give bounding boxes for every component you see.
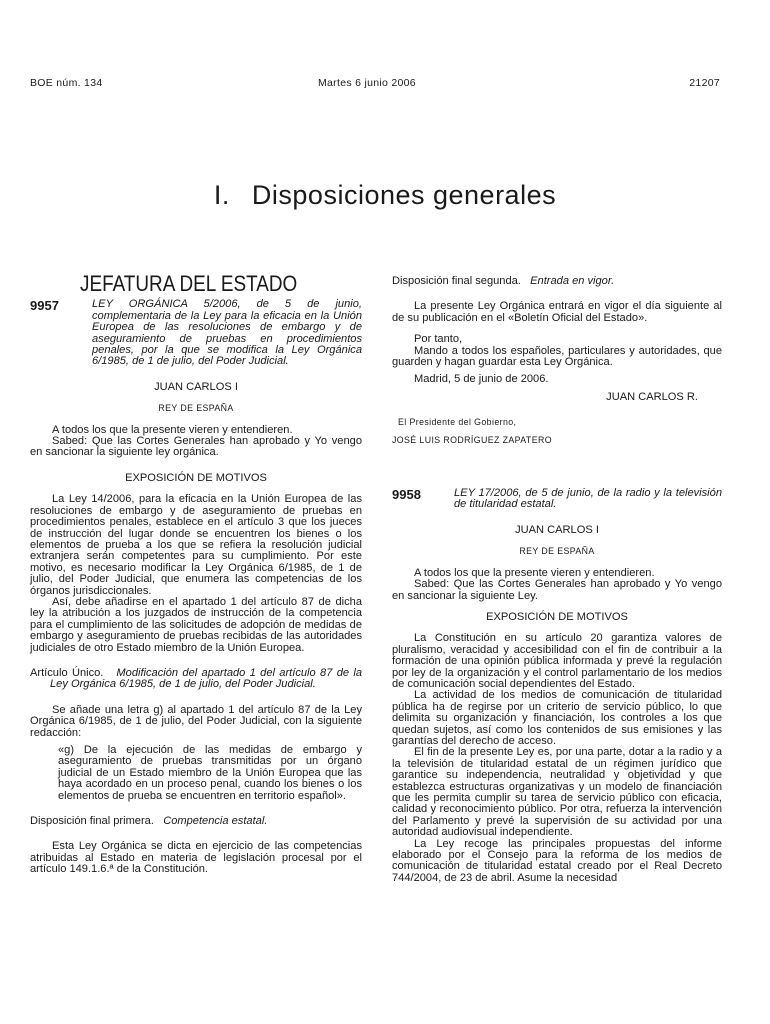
section-title-text: Disposiciones generales: [251, 180, 557, 210]
disposition-number: 9957: [30, 298, 59, 314]
final-disposition-heading: [392, 276, 722, 287]
right-column: [392, 276, 722, 884]
article-title: Modificación del apartado 1 del artículo 87 de la Ley Orgánica 6/1985, de 1 de julio, del Poder Judicial.: [50, 666, 363, 691]
paragraph: Esta Ley Orgánica se dicta en ejercicio de las competencias atribuidas al Estado en materia de legislación procesal por el artículo 149.1.6.ª de la Constitución.: [30, 840, 362, 876]
paragraph: Mando a todos los españoles, particulares y autoridades, que guarden y hagan guardar esta Ley Orgánica.: [392, 344, 722, 369]
section-title: [0, 180, 770, 211]
paragraph: El fin de la presente Ley es, por una parte, dotar a la radio y a la televisión de titularidad estatal de un régimen jurídico que garantice su independencia, neutralidad y objetividad y que establezca estructuras organizativas y un modelo de financiación que les permita cumplir su tarea de servicio público con eficacia, calidad y reconocimiento público. Por otra, refuerza la intervención del Parlamento y prevé la supervisión de su actividad por una autoridad audiovisual independiente.: [392, 746, 722, 839]
king-signature: JUAN CARLOS R.: [606, 390, 698, 403]
disposition-title: LEY 17/2006, de 5 de junio, de la radio y la televisión de titularidad estatal.: [454, 487, 722, 511]
page-header-date: Martes 6 junio 2006: [318, 77, 416, 89]
quoted-text: «g) De la ejecución de las medidas de embargo y aseguramiento de pruebas transmitidas por un órgano judicial de un Estado miembro de la Unión Europea que las haya acordado en un proceso penal, cuando los bienes o los elementos de prueba se encuentren en territorio español».: [58, 744, 362, 802]
paragraph: Se añade una letra g) al apartado 1 del artículo 87 de la Ley Orgánica 6/1985, de 1 de julio, del Poder Judicial, con la siguiente redacción:: [30, 703, 362, 739]
exposicion-heading: EXPOSICIÓN DE MOTIVOS: [125, 471, 267, 484]
disposition-title: LEY ORGÁNICA 5/2006, de 5 de junio, complementaria de la Ley para la eficacia en la Unión Europea de las resoluciones de embargo y de aseguramiento de pruebas en procedimientos penales, por la que se modifica la Ley Orgánica 6/1985, de 1 de julio, del Poder Judicial.: [92, 298, 362, 368]
president-name: JOSÉ LUIS RODRÍGUEZ ZAPATERO: [392, 434, 552, 445]
paragraph: A todos los que la presente vieren y entendieren.: [414, 566, 655, 579]
final-disposition-title: Competencia estatal.: [163, 815, 268, 828]
paragraph: La actividad de los medios de comunicación de titularidad pública ha de regirse por un criterio de servicio público, lo que delimita su organización y financiación, los controles a los que quedan sujetos, así como los contenidos de sus emisiones y las garantías del derecho de acceso.: [392, 689, 722, 747]
jefatura-heading: JEFATURA DEL ESTADO: [80, 271, 298, 296]
exposicion-heading: EXPOSICIÓN DE MOTIVOS: [486, 610, 628, 623]
president-title: El Presidente del Gobierno,: [398, 417, 517, 428]
paragraph: Sabed: Que las Cortes Generales han aprobado y Yo vengo en sancionar la siguiente Ley.: [392, 578, 722, 602]
page-header-page-number: 21207: [689, 77, 720, 89]
disposition-9957: [30, 299, 362, 367]
final-disposition-heading: [30, 816, 362, 827]
article-heading: [30, 668, 362, 691]
section-number: I.: [213, 180, 230, 210]
king-name: JUAN CARLOS I: [515, 523, 599, 536]
king-name: JUAN CARLOS I: [154, 380, 238, 393]
paragraph: La presente Ley Orgánica entrará en vigor el día siguiente al de su publicación en el «Boletín Oficial del Estado».: [392, 300, 722, 324]
paragraph: Por tanto,: [414, 333, 463, 346]
final-disposition-label: Disposición final segunda.: [392, 275, 521, 287]
king-title: REY DE ESPAÑA: [158, 403, 234, 414]
left-column: [30, 271, 363, 876]
date-place: Madrid, 5 de junio de 2006.: [414, 373, 549, 386]
king-title: REY DE ESPAÑA: [519, 546, 595, 557]
final-disposition-title: Entrada en vigor.: [530, 275, 615, 287]
paragraph: La Ley 14/2006, para la eficacia en la Unión Europea de las resoluciones de embargo y de aseguramiento de pruebas en procedimientos penales, establece en el artículo 3 que los jueces de instrucción del lugar donde se encuentren los bienes o los elementos de prueba a los que se refiera la resolución judicial extranjera serán competentes para su cumplimiento. Por este motivo, es necesario modificar la Ley Orgánica 6/1985, de 1 de julio, del Poder Judicial, que enumera las competencias de los órganos jurisdiccionales.: [30, 493, 362, 597]
paragraph: Sabed: Que las Cortes Generales han aprobado y Yo vengo en sancionar la siguiente ley orgánica.: [30, 435, 362, 459]
page-header-journal: BOE núm. 134: [30, 77, 103, 89]
article-label: Artículo Único.: [30, 666, 104, 679]
paragraph: Así, debe añadirse en el apartado 1 del artículo 87 de dicha ley la atribución a los juzgados de instrucción de la competencia para el cumplimiento de las solicitudes de adopción de medidas de embargo y aseguramiento de pruebas recibidas de las autoridades judiciales de otro Estado miembro de la Unión Europea.: [30, 595, 362, 654]
paragraph: A todos los que la presente vieren y entendieren.: [52, 423, 293, 436]
final-disposition-label: Disposición final primera.: [30, 815, 154, 828]
disposition-9958: [392, 488, 722, 511]
paragraph: La Ley recoge las principales propuestas del informe elaborado por el Consejo para la reforma de los medios de comunicación de titularidad estatal creado por el Real Decreto 744/2004, de 23 de abril. Asume la necesidad: [392, 837, 722, 884]
paragraph: La Constitución en su artículo 20 garantiza valores de pluralismo, veracidad y accesibilidad con el fin de contribuir a la formación de una opinión pública informada y prevé la regulación por ley de la organización y el control parlamentario de los medios de comunicación social dependientes del Estado.: [392, 632, 722, 690]
disposition-number: 9958: [392, 487, 421, 503]
